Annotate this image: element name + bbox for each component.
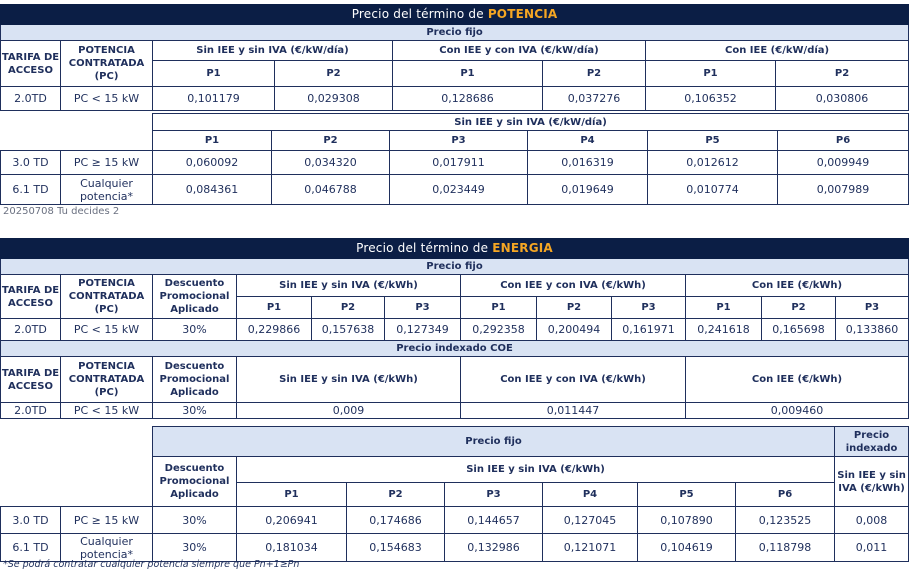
p5-header: P5 [638, 483, 736, 507]
p1-header: P1 [153, 131, 272, 151]
potencia-group-sin-iee: Sin IEE y sin IVA (€/kW/día) [153, 41, 393, 61]
tarifa-cell: 2.0TD [1, 87, 61, 111]
tarifa-cell: 6.1 TD [1, 175, 61, 205]
p3-header: P3 [385, 297, 461, 319]
version-note: 20250708 Tu decides 2 [3, 206, 120, 217]
value-cell: 0,292358 [461, 319, 537, 341]
p4-header: P4 [528, 131, 648, 151]
energia-idx-group-con-iee: Con IEE (€/kWh) [686, 357, 909, 403]
energia-indexado-header: Precio indexado COE [1, 341, 909, 357]
p4-header: P4 [543, 483, 638, 507]
tarifa-cell: 3.0 TD [1, 507, 61, 534]
value-cell: 0,200494 [537, 319, 612, 341]
energia-idx-group-sin-iee: Sin IEE y sin IVA (€/kWh) [237, 357, 461, 403]
table-row [1, 151, 909, 175]
value-cell: 0,030806 [776, 87, 909, 111]
p2-header: P2 [312, 297, 385, 319]
value-cell: 0,016319 [528, 151, 648, 175]
value-cell: 0,181034 [237, 534, 347, 562]
value-cell: 0,009460 [686, 403, 909, 419]
table-row [1, 403, 909, 419]
potencia-p1-header: P1 [153, 61, 275, 87]
potencia-group-con-iee: Con IEE (€/kW/día) [646, 41, 909, 61]
p1-header: P1 [237, 483, 347, 507]
value-cell: 0,037276 [543, 87, 646, 111]
value-cell: 0,132986 [445, 534, 543, 562]
potencia-p2-header: P2 [776, 61, 909, 87]
p6-header: P6 [778, 131, 909, 151]
energia-col-descuento: Descuento Promocional Aplicado [153, 457, 237, 507]
value-cell: 0,241618 [686, 319, 762, 341]
table-row [1, 507, 909, 534]
value-cell: 0,023449 [390, 175, 528, 205]
value-cell: 0,133860 [836, 319, 909, 341]
value-cell: 0,123525 [736, 507, 835, 534]
descuento-cell: 30% [153, 403, 237, 419]
value-cell: 0,118798 [736, 534, 835, 562]
value-cell: 0,034320 [272, 151, 390, 175]
tarifa-cell: 3.0 TD [1, 151, 61, 175]
energia-group-con-iee: Con IEE (€/kWh) [686, 275, 909, 297]
potencia-p2-header: P2 [543, 61, 646, 87]
energia-group-sin-iee: Sin IEE y sin IVA (€/kWh) [237, 275, 461, 297]
energia-precio-fijo-header: Precio fijo [1, 259, 909, 275]
p3-header: P3 [390, 131, 528, 151]
table-row [1, 175, 909, 205]
table-row [1, 87, 909, 111]
potencia-cell: PC < 15 kW [61, 319, 153, 341]
indexado-cell: 0,008 [835, 507, 909, 534]
p2-header: P2 [347, 483, 445, 507]
energia-title [1, 239, 909, 259]
potencia-precio-fijo-header: Precio fijo [1, 25, 909, 41]
indexado-cell: 0,011 [835, 534, 909, 562]
value-cell: 0,009 [237, 403, 461, 419]
value-cell: 0,121071 [543, 534, 638, 562]
descuento-cell: 30% [153, 319, 237, 341]
energia-col-descuento: Descuento Promocional Aplicado [153, 357, 237, 403]
energia-title-highlight: ENERGIA [492, 241, 553, 255]
potencia-cell: Cualquier potencia* [61, 175, 153, 205]
p3-header: P3 [836, 297, 909, 319]
value-cell: 0,046788 [272, 175, 390, 205]
potencia-cell: PC < 15 kW [61, 403, 153, 419]
tarifa-cell: 2.0TD [1, 319, 61, 341]
potencia-p1-header: P1 [393, 61, 543, 87]
value-cell: 0,127349 [385, 319, 461, 341]
potencia-col-tarifa: TARIFA DE ACCESO [1, 41, 61, 87]
value-cell: 0,161971 [612, 319, 686, 341]
potencia-title [1, 5, 909, 25]
energia-col-potencia: POTENCIA CONTRATADA (PC) [61, 275, 153, 319]
p1-header: P1 [686, 297, 762, 319]
value-cell: 0,107890 [638, 507, 736, 534]
table-row [1, 319, 909, 341]
value-cell: 0,084361 [153, 175, 272, 205]
p3-header: P3 [445, 483, 543, 507]
value-cell: 0,010774 [648, 175, 778, 205]
value-cell: 0,101179 [153, 87, 275, 111]
descuento-cell: 30% [153, 507, 237, 534]
energia-col-potencia: POTENCIA CONTRATADA (PC) [61, 357, 153, 403]
potencia-cell: PC ≥ 15 kW [61, 507, 153, 534]
energia-six-period-table [0, 426, 909, 562]
value-cell: 0,144657 [445, 507, 543, 534]
potencia-p1-header: P1 [646, 61, 776, 87]
potencia-cell: PC < 15 kW [61, 87, 153, 111]
blank-cell [1, 114, 153, 151]
potencia-p2-header: P2 [275, 61, 393, 87]
footnote: *Se podrá contratar cualquier potencia siempre que Pn+1≥Pn [3, 559, 300, 570]
value-cell: 0,206941 [237, 507, 347, 534]
value-cell: 0,165698 [762, 319, 836, 341]
p5-header: P5 [648, 131, 778, 151]
value-cell: 0,060092 [153, 151, 272, 175]
value-cell: 0,009949 [778, 151, 909, 175]
value-cell: 0,012612 [648, 151, 778, 175]
p2-header: P2 [272, 131, 390, 151]
energia-idx-col-header: Sin IEE y sin IVA (€/kWh) [835, 457, 909, 507]
blank-cell [1, 427, 153, 507]
potencia-six-period-table [0, 113, 909, 205]
p2-header: P2 [762, 297, 836, 319]
tarifa-cell: 2.0TD [1, 403, 61, 419]
p1-header: P1 [237, 297, 312, 319]
value-cell: 0,019649 [528, 175, 648, 205]
value-cell: 0,154683 [347, 534, 445, 562]
value-cell: 0,128686 [393, 87, 543, 111]
descuento-cell: 30% [153, 534, 237, 562]
value-cell: 0,104619 [638, 534, 736, 562]
p2-header: P2 [537, 297, 612, 319]
potencia-title-prefix: Precio del término de [351, 7, 488, 21]
table-row [1, 534, 909, 562]
potencia-six-group-header: Sin IEE y sin IVA (€/kW/día) [153, 114, 909, 131]
value-cell: 0,029308 [275, 87, 393, 111]
value-cell: 0,007989 [778, 175, 909, 205]
energia-table [0, 238, 909, 419]
value-cell: 0,157638 [312, 319, 385, 341]
energia-title-prefix: Precio del término de [356, 241, 493, 255]
energia-precio-indexado-header: Precio indexado [835, 427, 909, 457]
energia-six-group-header: Sin IEE y sin IVA (€/kWh) [237, 457, 835, 483]
p1-header: P1 [461, 297, 537, 319]
potencia-table [0, 4, 909, 111]
potencia-cell: Cualquier potencia* [61, 534, 153, 562]
potencia-title-highlight: POTENCIA [487, 7, 558, 21]
potencia-cell: PC ≥ 15 kW [61, 151, 153, 175]
value-cell: 0,229866 [237, 319, 312, 341]
energia-idx-group-con-iee-iva: Con IEE y con IVA (€/kWh) [461, 357, 686, 403]
energia-precio-fijo2-header: Precio fijo [153, 427, 835, 457]
value-cell: 0,011447 [461, 403, 686, 419]
energia-col-tarifa: TARIFA DE ACCESO [1, 357, 61, 403]
tarifa-cell: 6.1 TD [1, 534, 61, 562]
value-cell: 0,174686 [347, 507, 445, 534]
value-cell: 0,106352 [646, 87, 776, 111]
potencia-group-con-iee-iva: Con IEE y con IVA (€/kW/día) [393, 41, 646, 61]
value-cell: 0,017911 [390, 151, 528, 175]
p3-header: P3 [612, 297, 686, 319]
energia-col-tarifa: TARIFA DE ACCESO [1, 275, 61, 319]
potencia-col-potencia: POTENCIA CONTRATADA (PC) [61, 41, 153, 87]
energia-col-descuento: Descuento Promocional Aplicado [153, 275, 237, 319]
p6-header: P6 [736, 483, 835, 507]
energia-group-con-iee-iva: Con IEE y con IVA (€/kWh) [461, 275, 686, 297]
value-cell: 0,127045 [543, 507, 638, 534]
